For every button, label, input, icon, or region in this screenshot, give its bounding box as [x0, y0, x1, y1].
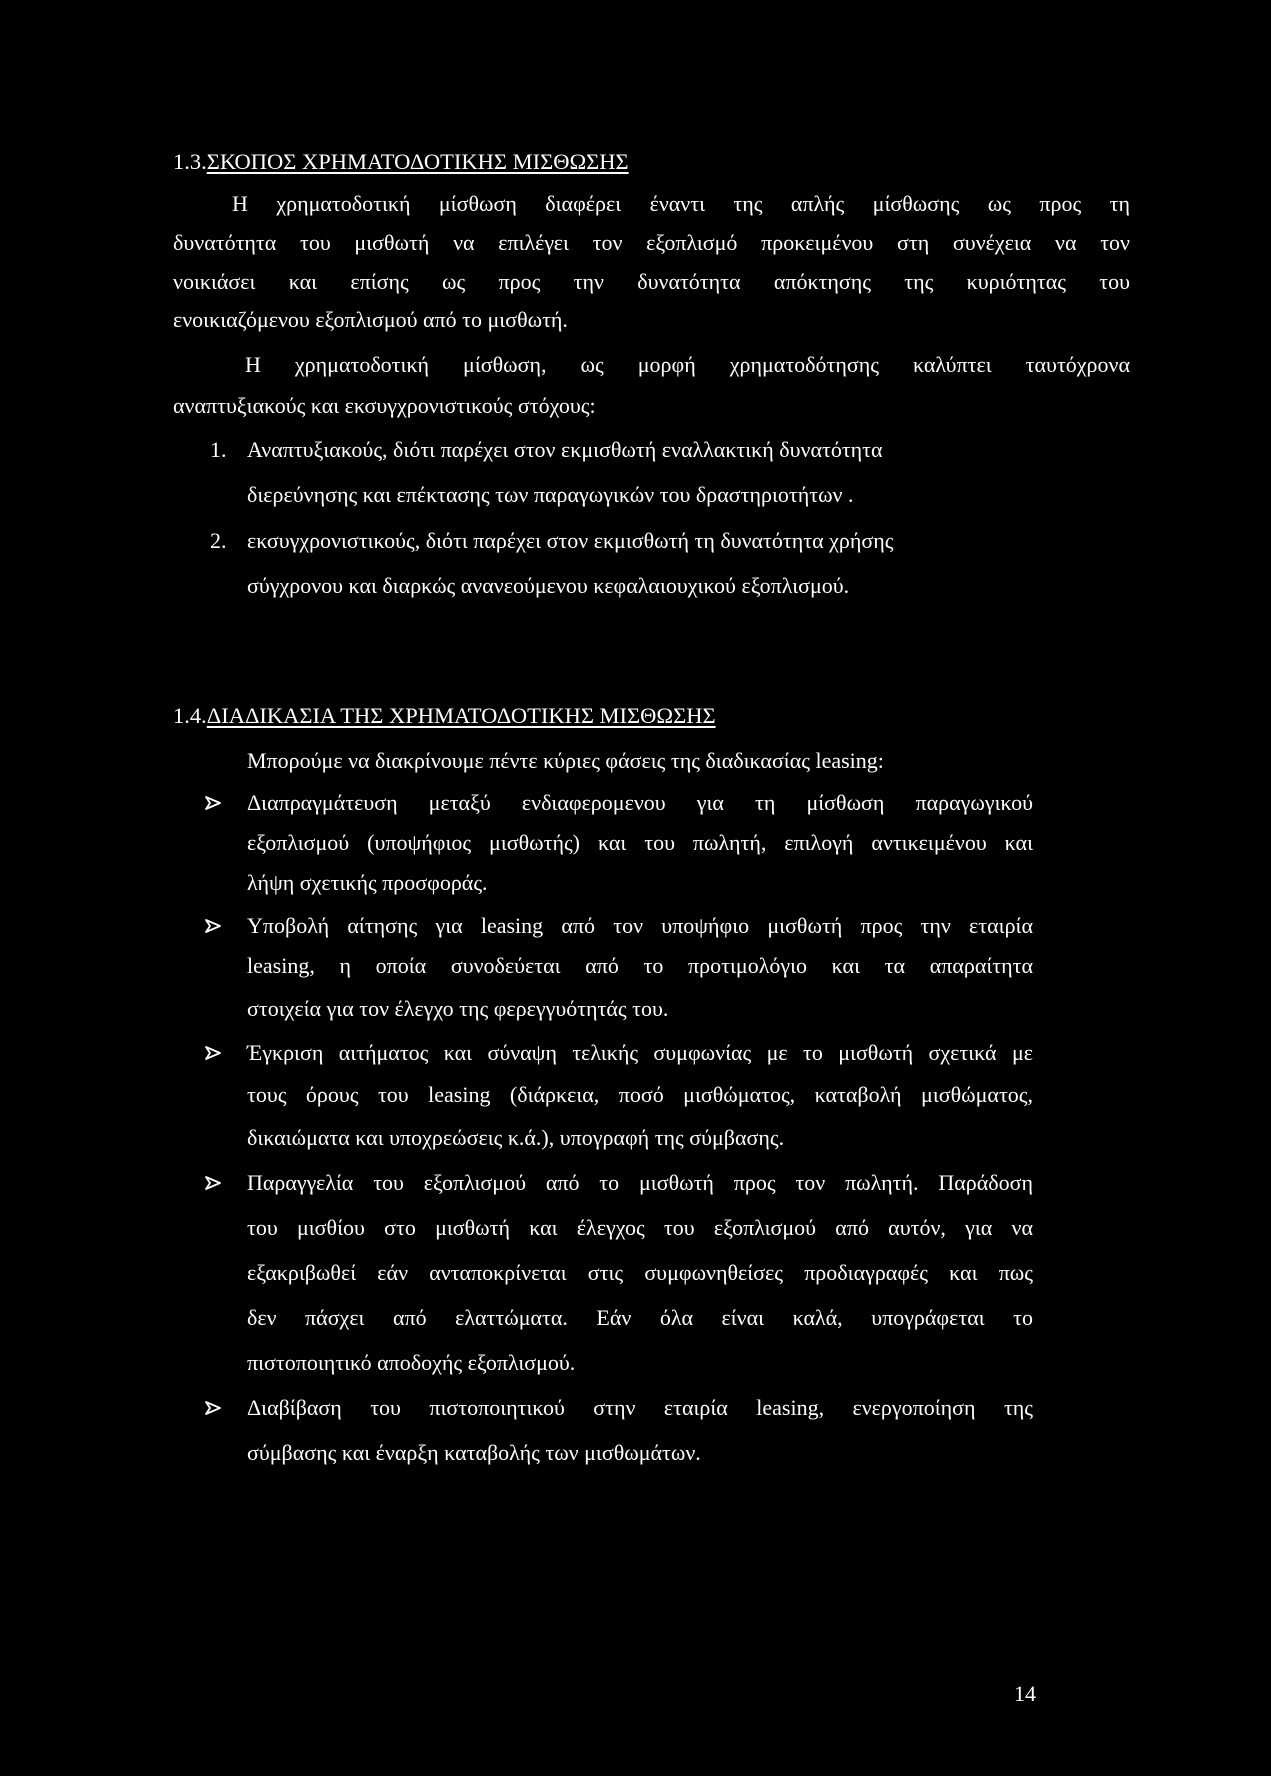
bullet-line: λήψη σχετικής προσφοράς.: [247, 870, 488, 895]
section-number: 1.3.: [173, 149, 207, 174]
bullet-line: Διαβίβαση του πιστοποιητικού στην εταιρία leasing, ενεργοποίηση της: [247, 1395, 1033, 1420]
bullet-line: στοιχεία για τον έλεγχο της φερεγγυότητάς του.: [247, 996, 669, 1021]
arrow-bullet-icon: [205, 789, 223, 817]
bullet-line: Υποβολή αίτησης για leasing από τον υποψήφιο μισθωτή προς την εταιρία: [247, 913, 1033, 938]
paragraph-line: αναπτυξιακούς και εκσυγχρονιστικούς στόχους:: [173, 393, 596, 418]
bullet-line: εξοπλισμού (υποψήφιος μισθωτής) και του πωλητή, επιλογή αντικειμένου και: [247, 830, 1033, 855]
paragraph-line: Η χρηματοδοτική μίσθωση, ως μορφή χρηματοδότησης καλύπτει ταυτόχρονα: [245, 352, 1130, 377]
numbered-marker: 2.: [210, 528, 227, 553]
section-heading-1-3: [173, 148, 1073, 176]
arrow-bullet-icon: [205, 1169, 223, 1197]
arrow-bullet-icon: [205, 912, 223, 940]
bullet-line: τους όρους του leasing (διάρκεια, ποσό μισθώματος, καταβολή μισθώματος,: [247, 1082, 1033, 1107]
bullet-line: δικαιώματα και υποχρεώσεις κ.ά.), υπογραφή της σύμβασης.: [247, 1125, 785, 1150]
bullet-line: πιστοποιητικό αποδοχής εξοπλισμού.: [247, 1350, 576, 1375]
arrow-bullet-icon: [205, 1394, 223, 1422]
paragraph-line: ενοικιαζόμενου εξοπλισμού από το μισθωτή.: [173, 307, 568, 332]
section-heading-1-4: [173, 702, 1073, 730]
page-number: 14: [1014, 1681, 1036, 1706]
paragraph-line: Η χρηματοδοτική μίσθωση διαφέρει έναντι της απλής μίσθωσης ως προς τη: [232, 191, 1130, 216]
arrow-bullet-icon: [205, 1039, 223, 1067]
section-title: ΔΙΑΔΙΚΑΣΙΑ ΤΗΣ ΧΡΗΜΑΤΟΔΟΤΙΚΗΣ ΜΙΣΘΩΣΗΣ: [206, 703, 716, 728]
section-title: ΣΚΟΠΟΣ ΧΡΗΜΑΤΟΔΟΤΙΚΗΣ ΜΙΣΘΩΣΗΣ: [206, 149, 629, 174]
bullet-line: leasing, η οποία συνοδεύεται από το προτιμολόγιο και τα απαραίτητα: [247, 953, 1033, 978]
numbered-item-line: σύγχρονου και διαρκώς ανανεούμενου κεφαλαιουχικού εξοπλισμού.: [247, 573, 850, 598]
bullet-line: του μισθίου στο μισθωτή και έλεγχος του εξοπλισμού από αυτόν, για να: [247, 1215, 1033, 1240]
bullet-line: δεν πάσχει από ελαττώματα. Εάν όλα είναι καλά, υπογράφεται το: [247, 1305, 1033, 1330]
numbered-item-line: Αναπτυξιακούς, διότι παρέχει στον εκμισθωτή εναλλακτική δυνατότητα: [247, 437, 883, 462]
paragraph-line: δυνατότητα του μισθωτή να επιλέγει τον εξοπλισμό προκειμένου στη συνέχεια να τον: [173, 230, 1130, 255]
paragraph-line: νοικιάσει και επίσης ως προς την δυνατότητα απόκτησης της κυριότητας του: [173, 269, 1130, 294]
section-number: 1.4.: [173, 703, 207, 728]
numbered-marker: 1.: [210, 437, 227, 462]
bullet-line: Παραγγελία του εξοπλισμού από το μισθωτή προς τον πωλητή. Παράδοση: [247, 1170, 1033, 1195]
bullet-line: Έγκριση αιτήματος και σύναψη τελικής συμφωνίας με το μισθωτή σχετικά με: [247, 1040, 1033, 1065]
bullet-line: Διαπραγμάτευση μεταξύ ενδιαφερομενου για τη μίσθωση παραγωγικού: [247, 790, 1033, 815]
numbered-item-line: εκσυγχρονιστικούς, διότι παρέχει στον εκμισθωτή τη δυνατότητα χρήσης: [247, 528, 894, 553]
intro-line: Μπορούμε να διακρίνουμε πέντε κύριες φάσεις της διαδικασίας leasing:: [247, 748, 884, 773]
numbered-item-line: διερεύνησης και επέκτασης των παραγωγικών του δραστηριοτήτων .: [247, 482, 854, 507]
bullet-line: εξακριβωθεί εάν ανταποκρίνεται στις συμφωνηθείσες προδιαγραφές και πως: [247, 1260, 1033, 1285]
bullet-line: σύμβασης και έναρξη καταβολής των μισθωμάτων.: [247, 1440, 701, 1465]
